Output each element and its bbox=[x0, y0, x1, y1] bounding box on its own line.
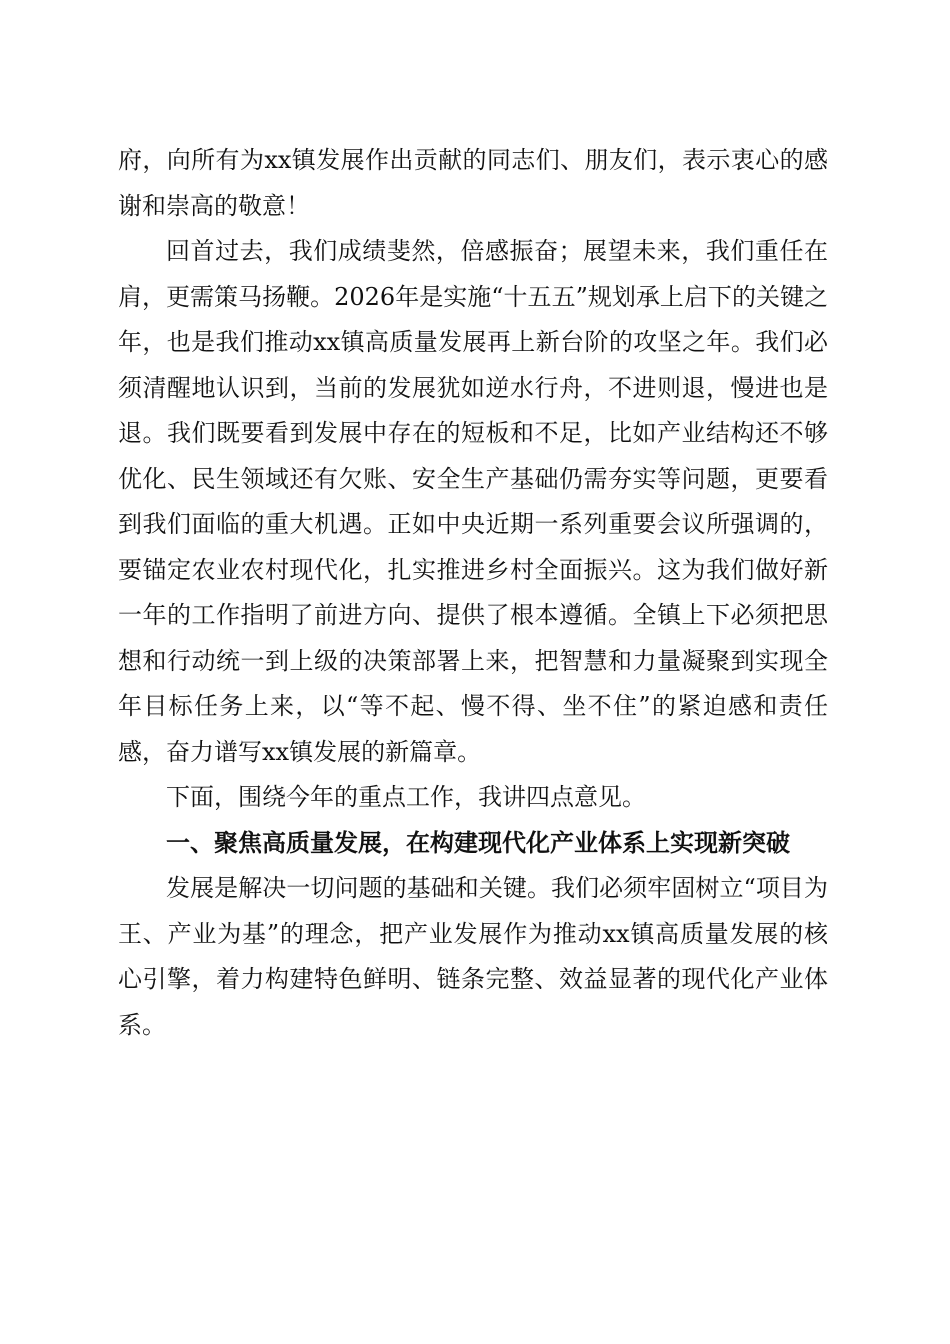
section-heading-1: 一、聚焦高质量发展，在构建现代化产业体系上实现新突破 bbox=[166, 828, 790, 857]
paragraph-continuation: 府，向所有为xx镇发展作出贡献的同志们、朋友们，表示衷心的感谢和崇高的敬意！ bbox=[118, 146, 828, 220]
paragraph-review-outlook: 回首过去，我们成绩斐然，倍感振奋；展望未来，我们重任在肩，更需策马扬鞭。2026年是实施“十五五”规划承上启下的关键之年，也是我们推动xx镇高质量发展再上新台阶的攻坚之年。我们必须清醒地认识到，当前的发展犹如逆水行舟，不进则退，慢进也是退。我们既要看到发展中存在的短板和不足，比如产业结构还不够优化、民生领域还有欠账、安全生产基础仍需夯实等问题，更要看到我们面临的重大机遇。正如中央近期一系列重要会议所强调的，要锚定农业农村现代化，扎实推进乡村全面振兴。这为我们做好新一年的工作指明了前进方向、提供了根本遵循。全镇上下必须把思想和行动统一到上级的决策部署上来，把智慧和力量凝聚到实现全年目标任务上来，以“等不起、慢不得、坐不住”的紧迫感和责任感，奋力谱写xx镇发展的新篇章。 bbox=[118, 237, 828, 766]
paragraph-development: 发展是解决一切问题的基础和关键。我们必须牢固树立“项目为王、产业为基”的理念，把产业发展作为推动xx镇高质量发展的核心引擎，着力构建特色鲜明、链条完整、效益显著的现代化产业体系。 bbox=[118, 874, 828, 1039]
document-body bbox=[118, 138, 828, 1048]
paragraph-intro-points: 下面，围绕今年的重点工作，我讲四点意见。 bbox=[166, 783, 646, 811]
